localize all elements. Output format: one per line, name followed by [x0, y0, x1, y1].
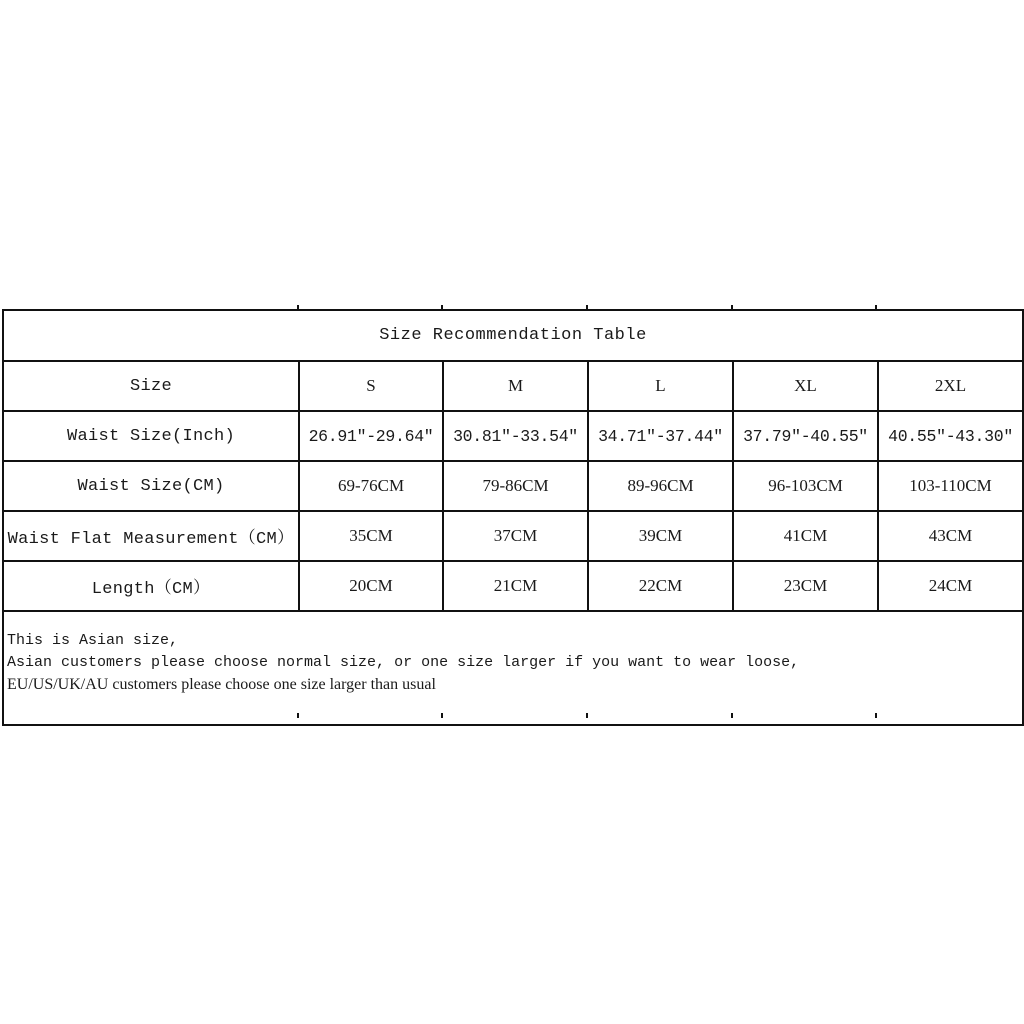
header-size-2xl: 2XL [878, 361, 1023, 411]
note-line-asian-size: This is Asian size, [7, 632, 179, 649]
size-recommendation-table [2, 309, 1024, 726]
table-cell: 35CM [299, 511, 443, 561]
table-cell: 23CM [733, 561, 878, 611]
size-notes [3, 611, 1023, 725]
table-cell: 40.55″-43.30″ [878, 411, 1023, 461]
table-header-row [3, 361, 1023, 411]
bottom-tick-mark [875, 713, 877, 718]
header-size-label: Size [3, 361, 299, 411]
table-cell: 34.71″-37.44″ [588, 411, 733, 461]
table-cell: 43CM [878, 511, 1023, 561]
table-row [3, 511, 1023, 561]
table-cell: 39CM [588, 511, 733, 561]
row-label-length: Length（CM） [3, 561, 299, 611]
row-label-waist-flat: Waist Flat Measurement（CM） [3, 511, 299, 561]
note-line-asian-customers: Asian customers please choose normal size, or one size larger if you want to wear loose, [7, 654, 800, 671]
table-cell: 41CM [733, 511, 878, 561]
top-tick-mark [586, 305, 588, 310]
header-size-m: M [443, 361, 588, 411]
header-size-xl: XL [733, 361, 878, 411]
table-cell: 26.91″-29.64″ [299, 411, 443, 461]
table-cell: 89-96CM [588, 461, 733, 511]
row-label-waist-cm: Waist Size(CM) [3, 461, 299, 511]
top-tick-mark [875, 305, 877, 310]
table-cell: 79-86CM [443, 461, 588, 511]
bottom-tick-mark [586, 713, 588, 718]
table-cell: 30.81″-33.54″ [443, 411, 588, 461]
top-tick-mark [441, 305, 443, 310]
bottom-tick-mark [297, 713, 299, 718]
table-cell: 37CM [443, 511, 588, 561]
table-cell: 24CM [878, 561, 1023, 611]
bottom-tick-mark [441, 713, 443, 718]
table-cell: 20CM [299, 561, 443, 611]
table-cell: 69-76CM [299, 461, 443, 511]
header-size-s: S [299, 361, 443, 411]
table-row [3, 461, 1023, 511]
header-size-l: L [588, 361, 733, 411]
top-tick-mark [731, 305, 733, 310]
table-title-row [3, 310, 1023, 361]
table-notes-row [3, 611, 1023, 725]
top-tick-mark [297, 305, 299, 310]
table-cell: 103-110CM [878, 461, 1023, 511]
bottom-tick-mark [731, 713, 733, 718]
note-line-international-customers: EU/US/UK/AU customers please choose one size larger than usual [7, 676, 436, 693]
table-cell: 21CM [443, 561, 588, 611]
row-label-waist-inch: Waist Size(Inch) [3, 411, 299, 461]
table-title: Size Recommendation Table [3, 310, 1023, 361]
table-cell: 96-103CM [733, 461, 878, 511]
table-row [3, 411, 1023, 461]
table-row [3, 561, 1023, 611]
table-cell: 37.79″-40.55″ [733, 411, 878, 461]
table-cell: 22CM [588, 561, 733, 611]
